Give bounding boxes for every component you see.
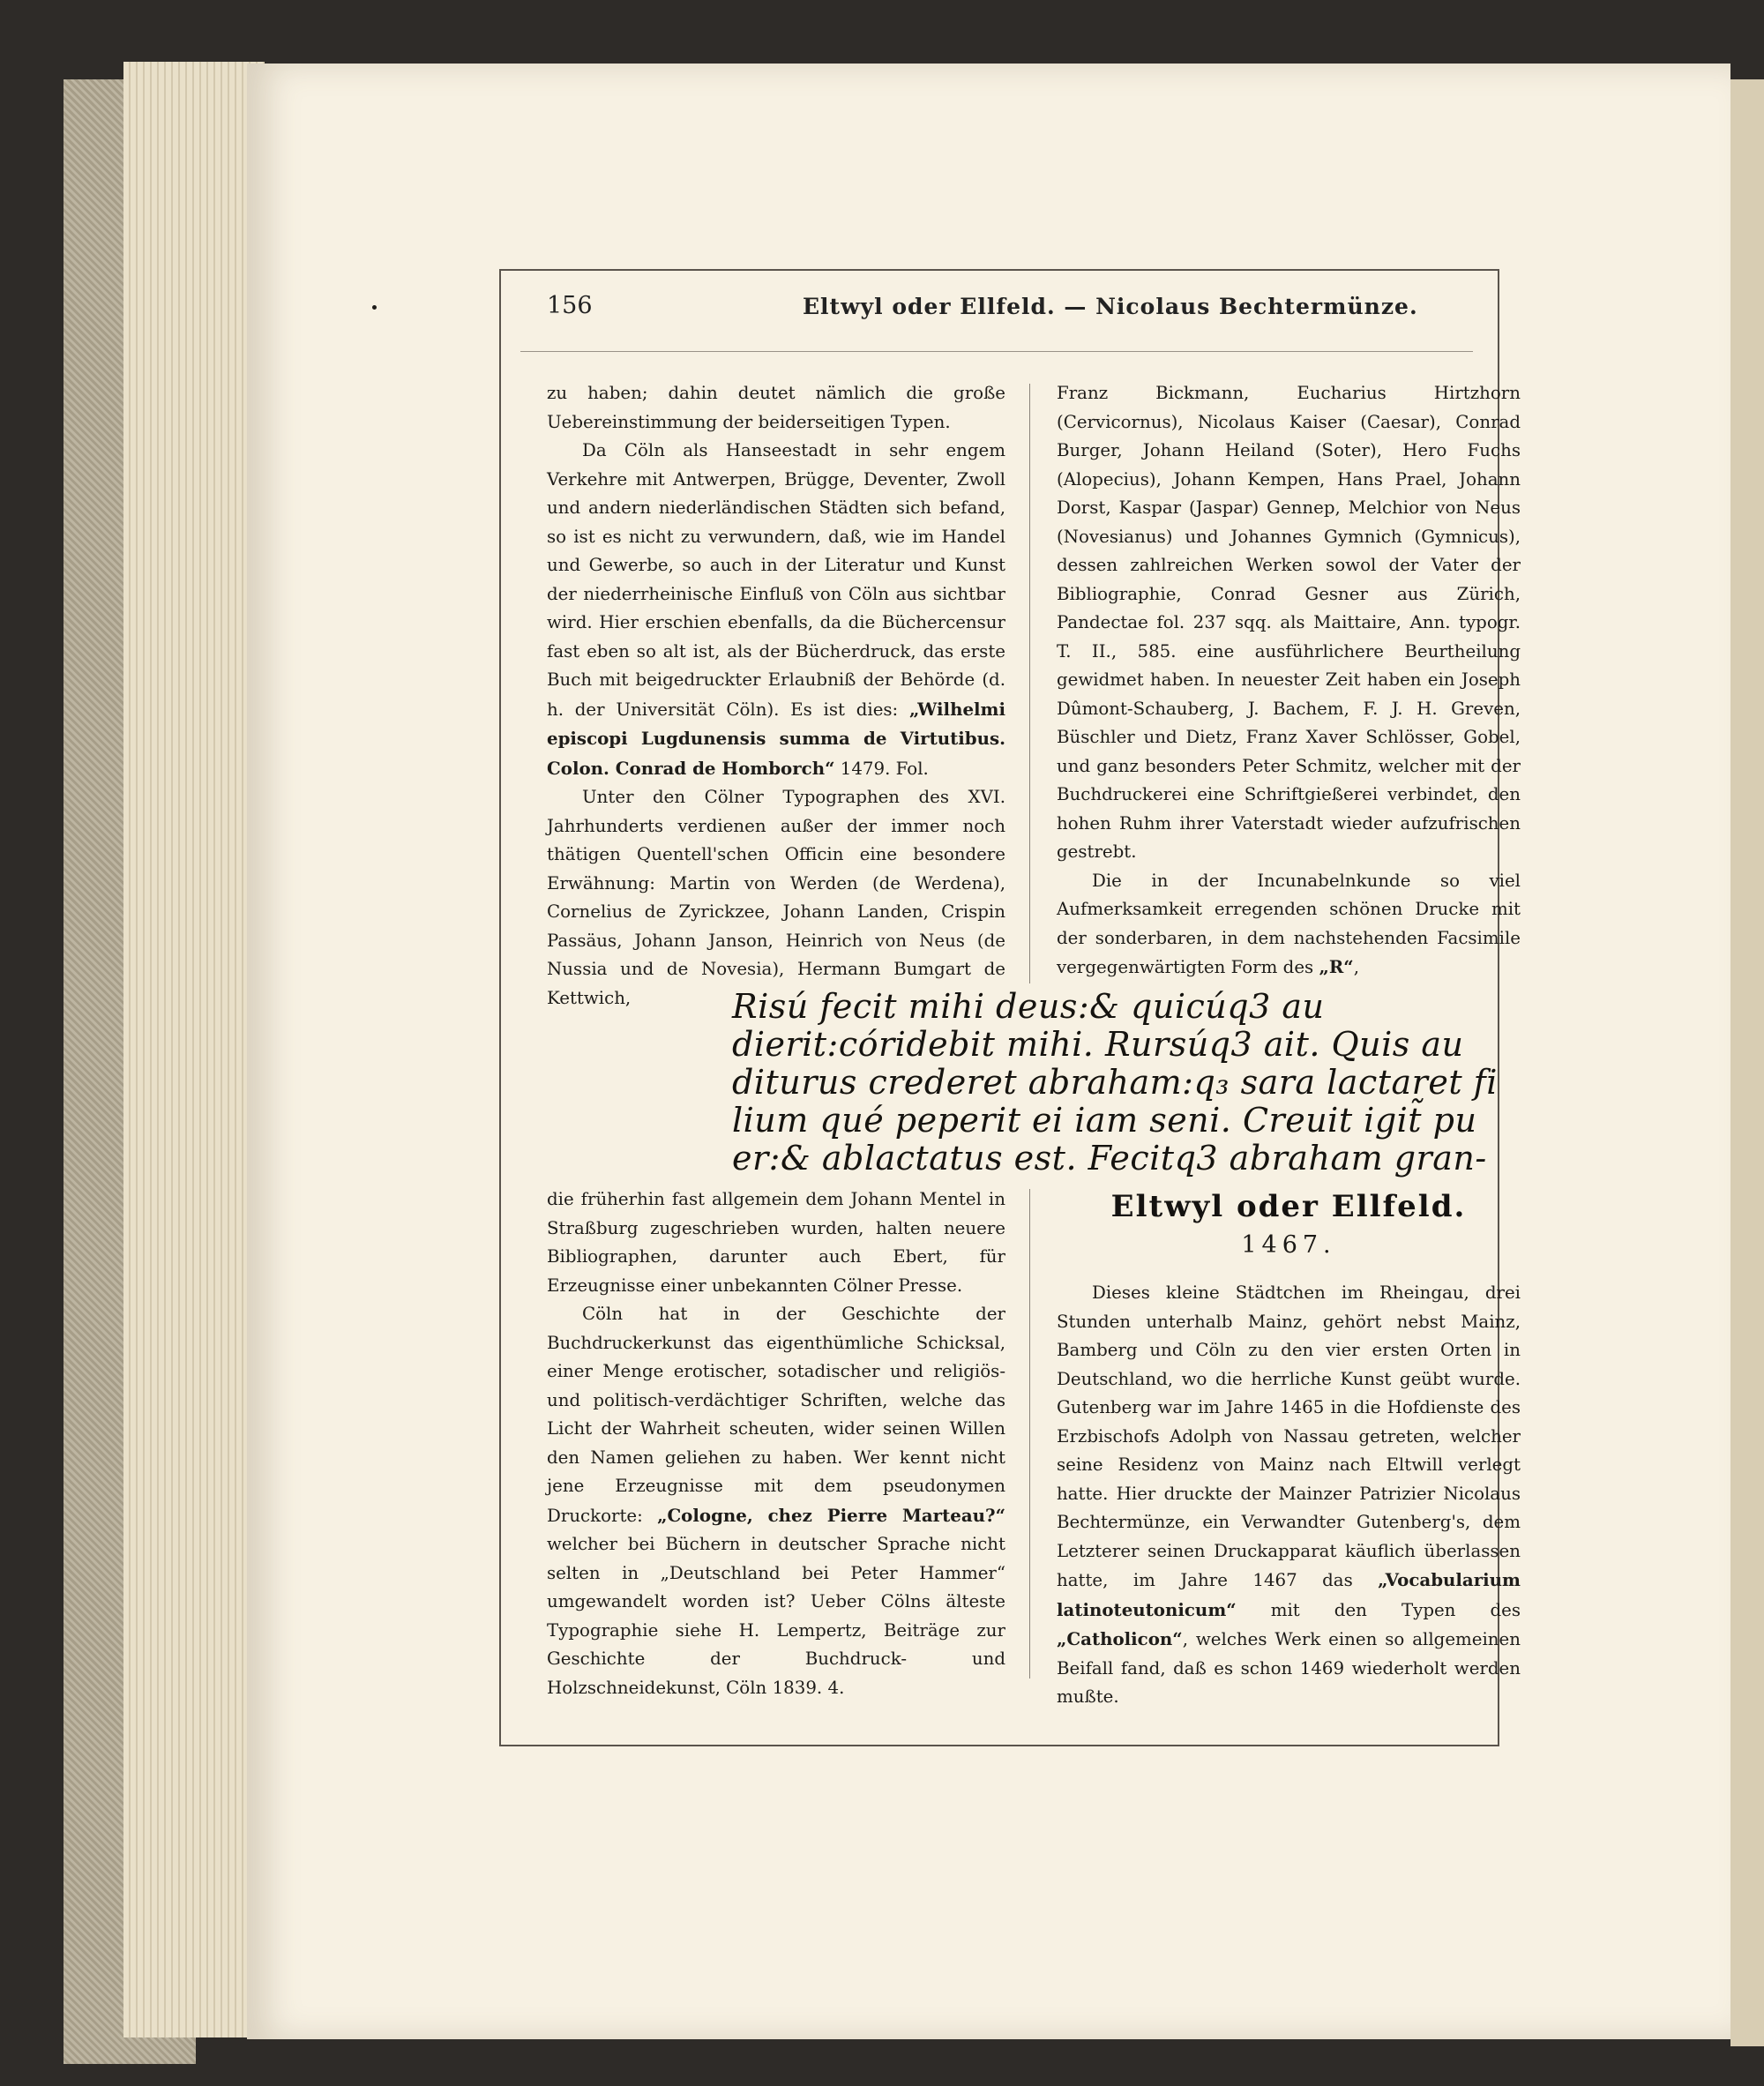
- paragraph: die früherhin fast allgemein dem Johann Mentel in Straßburg zugeschrieben wurden, halten neuere Bibliographen, darunter auch Ebert, für Erzeugnisse einer unbekannten Cölner Presse.: [547, 1189, 1005, 1296]
- paragraph: [547, 1300, 1005, 1702]
- column-bottom-left: [547, 1185, 1005, 1702]
- paragraph: Unter den Cölner Typographen des XVI. Jahrhunderts verdienen außer der immer noch thätigen Quentell'schen Officin eine besondere Erwähnung: Martin von Werden (de Werdena), Cornelius de Zyrickzee, Johann Landen, Crispin Passäus, Johann Janson, Heinrich von Neus (de Nussia und de Novesia), Hermann Bumgart de Kettwich,: [547, 787, 1005, 1008]
- book-title-catholicon: „Catholicon“: [1057, 1628, 1183, 1649]
- text-run: , welches Werk einen so allgemeinen Beifall fand, daß es schon 1469 wiederholt werden mußte.: [1057, 1629, 1521, 1707]
- page-edges: [123, 62, 265, 2037]
- facsimile-line: Risú fecit mihi deus:& quicúq3 au: [732, 987, 1325, 1026]
- column-top-left: [547, 379, 1005, 1013]
- text-run: mit den Typen des: [1236, 1599, 1521, 1620]
- column-top-right: [1057, 379, 1521, 983]
- text-run: Da Cöln als Hanseestadt in sehr engem Verkehre mit Antwerpen, Brügge, Deventer, Zwoll und andern niederländischen Städten sich befand, so ist es nicht zu verwundern, daß, wie im Handel und Gewerbe, so auch in der Literatur und Kunst der niederrheinische Einfluß von Cöln aus sichtbar wird. Hier erschien ebenfalls, da die Büchercensur fast eben so alt ist, als der Bücherdruck, das erste Buch mit beigedruckter Erlaubniß der Behörde (d. h. der Universität Cöln). Es ist dies:: [547, 440, 1005, 720]
- book-title-wilhelmi: „Wilhelmi episcopi Lugdunensis summa de Virtutibus. Colon. Conrad de Homborch“: [547, 698, 1005, 779]
- text-run: Dieses kleine Städtchen im Rheingau, drei Stunden unterhalb Mainz, gehört nebst Mainz, Bamberg und Cöln zu den vier ersten Orten in Deutschland, wo die herrliche Kunst geübt wurde. Gutenberg war im Jahre 1465 in die Hofdienste des Erzbischofs Adolph von Nassau getreten, welcher seine Residenz von Mainz nach Eltwill verlegt hatte. Hier druckte der Mainzer Patrizier Nicolaus Bechtermünze, ein Verwandter Gutenberg's, dem Letzterer seinen Druckapparat käuflich überlassen hatte, im Jahre 1467 das: [1057, 1282, 1521, 1590]
- facsimile-line: er:& ablactatus est. Fecitq3 abraham gran-: [732, 1139, 1487, 1178]
- book-title-vocabularium: „Vocabularium latinoteutonicum“: [1057, 1569, 1521, 1620]
- section-title: Eltwyl oder Ellfeld.: [1110, 1189, 1467, 1224]
- ink-spot: [372, 305, 377, 310]
- letter-r-form: „R“: [1319, 956, 1354, 977]
- facsimile-line: dierit:córidebit mihi. Rursúq3 ait. Quis au: [732, 1025, 1464, 1064]
- facsimile-print: [732, 987, 1498, 1182]
- running-title: Eltwyl oder Ellfeld. — Nicolaus Bechtermünze.: [803, 294, 1418, 319]
- section-year: 1467.: [1241, 1231, 1336, 1259]
- text-run: welcher bei Büchern in deutscher Sprache nicht selten in „Deutschland bei Peter Hammer“ umgewandelt worden ist? Ueber Cölns älteste Typographie siehe H. Lempertz, Beiträge zur Geschichte der Buchdruck- und Holzschneidekunst, Cöln 1839. 4.: [547, 1534, 1005, 1698]
- facsimile-line: diturus crederet abraham:q₃ sara lactaret fi: [732, 1063, 1498, 1102]
- paragraph: [1057, 867, 1521, 983]
- next-page-edge: [1730, 79, 1764, 2046]
- paragraph: zu haben; dahin deutet nämlich die große Uebereinstimmung der beiderseitigen Typen.: [547, 383, 1005, 432]
- text-run: Die in der Incunabelnkunde so viel Aufmerksamkeit erregenden schönen Drucke mit der sonderbaren, in dem nachstehenden Facsimile vergegenwärtigten Form des: [1057, 870, 1521, 977]
- paragraph: Franz Bickmann, Eucharius Hirtzhorn (Cervicornus), Nicolaus Kaiser (Caesar), Conrad Burger, Johann Heiland (Soter), Hero Fuchs (Alopecius), Johann Kempen, Hans Prael, Johann Dorst, Kaspar (Jaspar) Gennep, Melchior von Neus (Novesianus) und Johannes Gymnich (Gymnicus), dessen zahlreichen Werken sowol der Vater der Bibliographie, Conrad Gesner aus Zürich, Pandectae fol. 237 sqq. als Maittaire, Ann. typogr. T. II., 585. eine ausführlichere Beurtheilung gewidmet haben. In neuester Zeit haben ein Joseph Dûmont-Schauberg, J. Bachem, F. J. H. Greven, Büschler und Dietz, Franz Xaver Schlösser, Gobel, und ganz besonders Peter Schmitz, welcher mit der Buchdruckerei eine Schriftgießerei verbindet, den hohen Ruhm ihrer Vaterstadt wieder aufzufrischen gestrebt.: [1057, 383, 1521, 862]
- paragraph: [547, 437, 1005, 783]
- column-bottom-right: [1057, 1279, 1521, 1712]
- page-number: 156: [547, 292, 593, 319]
- paragraph: [1057, 1279, 1521, 1712]
- text-run: Cöln hat in der Geschichte der Buchdruckerkunst das eigenthümliche Schicksal, einer Menge erotischer, sotadischer und religiös- und politisch-verdächtiger Schriften, welche das Licht der Wahrheit scheuten, wider seinen Willen den Namen geliehen zu haben. Wer kennt nicht jene Erzeugnisse mit dem pseudonymen Druckorte:: [547, 1304, 1005, 1526]
- page-header: [547, 287, 1473, 331]
- column-divider: [1029, 384, 1030, 983]
- facsimile-line: lium qué peperit ei iam seni. Creuit igit̃ pu: [732, 1101, 1477, 1140]
- text-run: 1479. Fol.: [834, 758, 929, 779]
- imprint-cologne: „Cologne, chez Pierre Marteau?“: [657, 1504, 1005, 1526]
- column-divider: [1029, 1189, 1030, 1679]
- header-rule: [520, 351, 1473, 352]
- text-run: ,: [1353, 957, 1359, 977]
